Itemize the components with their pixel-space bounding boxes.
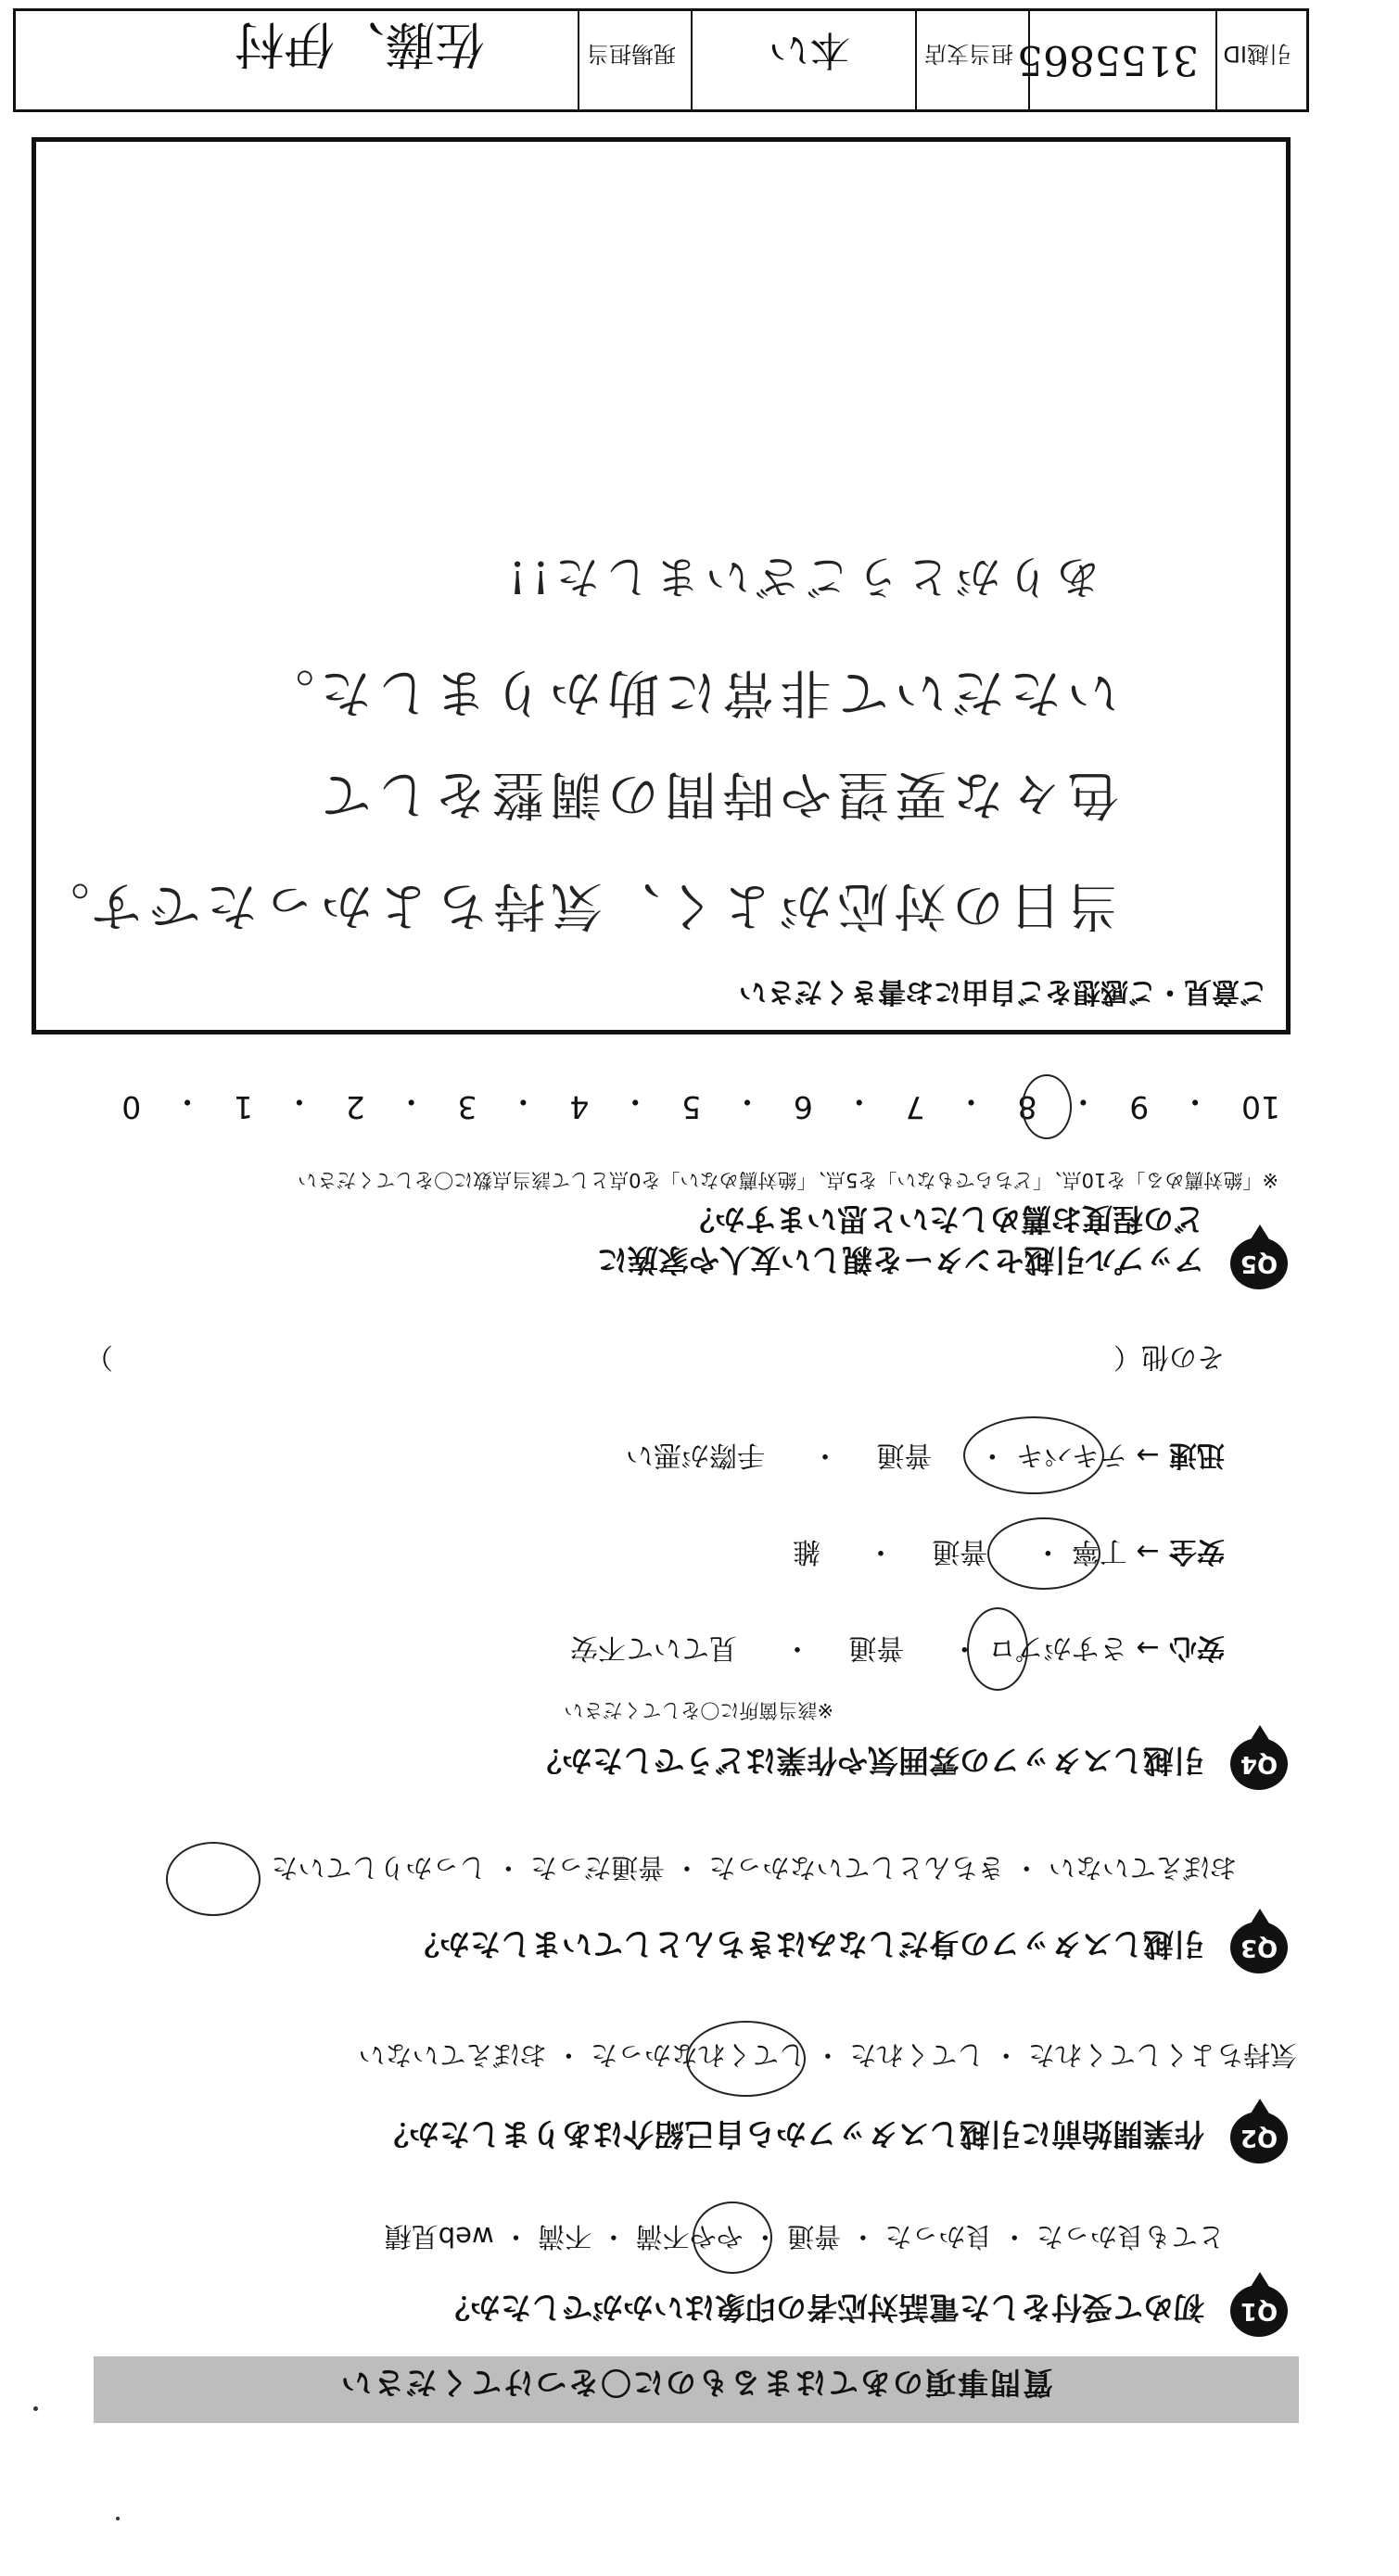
q5-score[interactable]: 1: [233, 1089, 253, 1125]
q4-text: 引越しスタッフの雰囲気や作業はどうでしたか？: [531, 1743, 1204, 1779]
q3-text: 引越しスタッフの身だしなみはきちんとしていましたか？: [409, 1926, 1204, 1962]
instruction-text: 質問事項のあてはまるものに〇をつけてください: [339, 2365, 1053, 2401]
tanto-label: 現場担当: [587, 41, 676, 67]
branch-value-cell: [691, 11, 915, 109]
q4-row-label: 安心: [1169, 1631, 1225, 1664]
q3-badge: Q3: [1230, 1922, 1288, 1973]
q1-option[interactable]: とても良かった: [1036, 2221, 1225, 2252]
id-label: 引越ID: [1223, 41, 1291, 67]
q1-option[interactable]: web見積: [384, 2221, 494, 2252]
q4-row-anzen: 安全 → 丁寧 ・ 普通 ・ 雑: [792, 1535, 1225, 1567]
comment-line: ありがとうございました!!: [502, 551, 1100, 603]
q5-score[interactable]: 7: [905, 1089, 925, 1125]
q2-badge: Q2: [1230, 2112, 1288, 2164]
comment-title: ご意見・ご感想をご自由にお書きください: [739, 975, 1267, 1008]
q5-badge: Q5: [1230, 1237, 1288, 1289]
q4-jinsoku-circle: [963, 1416, 1104, 1494]
scan-speck: [116, 2517, 120, 2520]
q4-row-label: 迅速: [1169, 1439, 1225, 1471]
branch-label: 担当支店: [924, 41, 1013, 67]
q2-option[interactable]: してくれなかった: [591, 2039, 807, 2071]
q4-row-jinsoku: 迅速 → テキパキ ・ 普通 ・ 手際が悪い: [625, 1439, 1225, 1471]
q4-option[interactable]: 普通: [876, 1439, 933, 1471]
q4-badge: Q4: [1230, 1738, 1288, 1790]
tanto-signature: 佐藤、伊村: [235, 15, 485, 73]
instruction-banner: [94, 2356, 1299, 2423]
q4-other-close: ）: [84, 1340, 113, 1373]
q4-row-label: 安全: [1169, 1535, 1225, 1567]
q1-selection-circle: [693, 2202, 772, 2274]
q3-selection-circle: [166, 1842, 261, 1916]
q1-option[interactable]: 普通: [787, 2221, 842, 2252]
q2-text: 作業開始前に引越しスタッフから自己紹介はありましたか？: [378, 2116, 1204, 2152]
q3-option[interactable]: しっかりしていた: [271, 1852, 487, 1884]
q5-score[interactable]: 2: [345, 1089, 365, 1125]
q5-score[interactable]: 5: [681, 1089, 702, 1125]
q4-option[interactable]: 見ていて不安: [569, 1631, 737, 1664]
comment-line: いただいて非常に助かりました。: [257, 662, 1119, 722]
q4-anshin-circle: [967, 1607, 1028, 1691]
q3-option[interactable]: きちんとしていなかった: [708, 1852, 1005, 1884]
q4-option[interactable]: 丁寧: [1071, 1535, 1127, 1567]
q4-other: [85, 1339, 1225, 1380]
q1-options: とても良かった ・ 良かった ・ 普通 ・ やや不満 ・ 不満 ・ web見積: [384, 2221, 1225, 2252]
scan-speck: [33, 2406, 38, 2411]
q1-option[interactable]: 良かった: [884, 2221, 993, 2252]
q2-option[interactable]: おぼえていない: [358, 2039, 547, 2071]
q5-selection-circle: [1022, 1074, 1072, 1139]
q5-score[interactable]: 6: [793, 1089, 813, 1125]
q4-option[interactable]: 普通: [848, 1631, 905, 1664]
q5-scale: 10 ・ 9 ・ 8 ・ 7 ・ 6 ・ 5 ・ 4 ・ 3 ・ 2 ・ 1 ・ 0: [121, 1084, 1280, 1125]
q4-option[interactable]: 雑: [792, 1535, 820, 1567]
q2-selection-circle: [686, 2021, 806, 2097]
q1-badge: Q1: [1230, 2285, 1288, 2337]
q3-option[interactable]: おぼえていない: [1048, 1852, 1237, 1884]
q4-option[interactable]: さすがプロ: [987, 1631, 1127, 1664]
q5-score[interactable]: 9: [1129, 1089, 1150, 1125]
q1-option[interactable]: やや不満: [635, 2221, 744, 2252]
q5-score[interactable]: 3: [457, 1089, 477, 1125]
q4-anzen-circle: [987, 1517, 1100, 1590]
q5-line1: アップル引越センターを親しい友人や家族に: [596, 1242, 1204, 1278]
q5-score[interactable]: 4: [569, 1089, 590, 1125]
q2-option[interactable]: 気持ちよくしてくれた: [1027, 2039, 1297, 2071]
q3-option[interactable]: 普通だった: [530, 1852, 666, 1884]
branch-label-cell: [915, 11, 1028, 109]
comment-line: 色々な要望や時間の調整をして: [314, 764, 1119, 824]
branch-value: 本い: [769, 26, 850, 73]
q4-option[interactable]: 手際が悪い: [625, 1439, 765, 1471]
q2-options: 気持ちよくしてくれた ・ してくれた ・ してくれなかった ・ おぼえていない: [358, 2039, 1297, 2071]
comment-line: 当日の対応がよく、気持ちよかったです。: [32, 875, 1119, 935]
q4-note: ※該当箇所に〇をしてください: [564, 1699, 833, 1721]
q4-other-label: その他（: [1113, 1340, 1225, 1373]
q5-note: ※「絶対薦める」を10点、「どちらでもない」を5点、「絶対薦めない」を0点として該当点数に〇をしてください: [298, 1169, 1278, 1191]
tanto-value-cell: [16, 11, 578, 109]
id-label-cell: [1215, 11, 1306, 109]
q1-text: 初めて受付をした電話対応者の印象はいかがでしたか？: [439, 2290, 1204, 2326]
q2-option[interactable]: してくれた: [849, 2039, 985, 2071]
q4-row-anshin: 安心 → さすがプロ ・ 普通 ・ 見ていて不安: [569, 1631, 1225, 1664]
q5-score[interactable]: 10: [1241, 1089, 1280, 1125]
id-value: 3155865: [1017, 36, 1199, 83]
comment-box: [32, 137, 1291, 1034]
id-value-cell: [1017, 11, 1215, 109]
q5-score[interactable]: 0: [121, 1089, 142, 1125]
q4-option[interactable]: テキパキ: [1015, 1439, 1127, 1471]
q3-options: おぼえていない ・ きちんとしていなかった ・ 普通だった ・ しっかりしていた: [271, 1852, 1237, 1884]
q4-option[interactable]: 普通: [932, 1535, 988, 1567]
q1-option[interactable]: 不満: [538, 2221, 592, 2252]
tanto-label-cell: [578, 11, 691, 109]
q5-score[interactable]: 8: [1017, 1089, 1037, 1125]
q5-line2: どの程度お薦めしたいと思いますか？: [684, 1201, 1204, 1237]
footer-table: [13, 8, 1309, 112]
